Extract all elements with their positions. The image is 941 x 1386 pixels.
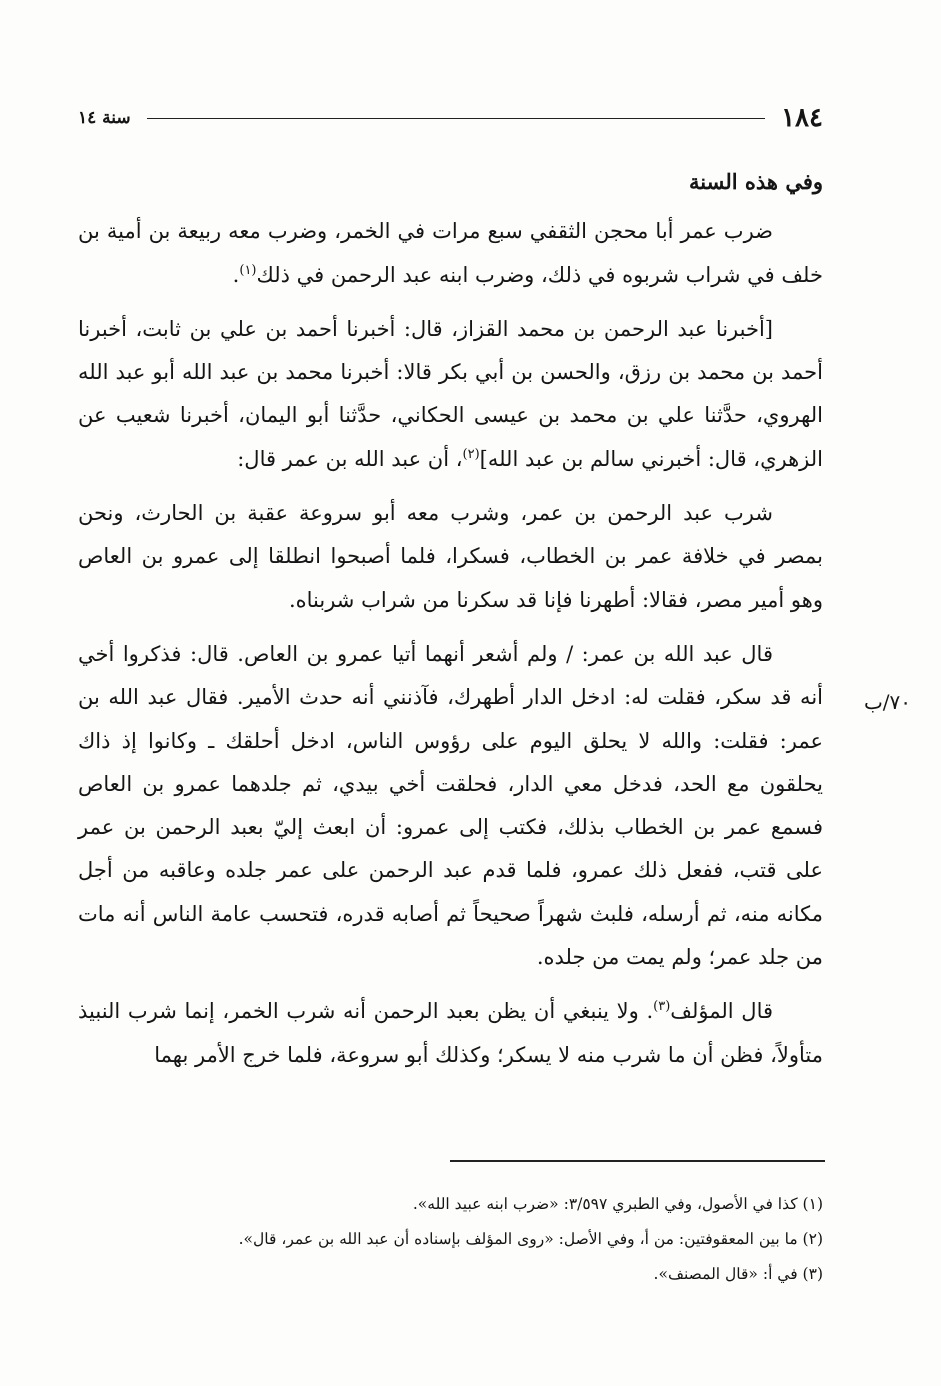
paragraph-tail: ، أن عبد الله بن عمر قال: [237, 446, 463, 471]
paragraph-3 [78, 492, 823, 622]
running-header [78, 100, 823, 136]
paragraph-tail: . ولا ينبغي أن يظن بعبد الرحمن أنه شرب الخمر، إنما شرب النبيذ متأولاً، فظن أن ما شرب منه لا يسكر؛ وكذلك أبو سروعة، فلما خرج الأمر بهما [78, 999, 823, 1067]
paragraph-text: قال عبد الله بن عمر: / ولم أشعر أنهما أتيا عمرو بن العاص. قال: فذكروا أخي أنه قد سكر، فقلت له: ادخل الدار أطهرك، فآذنني أنه حدث الأمير. فقال عبد الله بن عمر: فقلت: والله لا يحلق اليوم على رؤوس الناس، ادخل أحلقك ـ وكانوا إذ ذاك يحلقون مع الحد، فدخل معي الدار، فحلقت أخي بيدي، ثم جلدهما عمرو بن العاص فسمع عمر بن الخطاب بذلك، فكتب إلى عمرو: أن ابعث إليّ بعبد الرحمن بن عمر على قتب، ففعل ذلك عمرو، فلما قدم عبد الرحمن على عمر جلده وعاقبه من أجل مكانه منه، ثم أرسله، فلبث شهراً صحيحاً ثم أصابه قدره، فتحسب عامة الناس أنه مات من جلد عمر؛ ولم يمت من جلده. [78, 641, 823, 970]
margin-folio-reference: ٧٠/ب [863, 690, 911, 714]
footnote-marker: (٣) [653, 999, 671, 1015]
header-rule [147, 118, 765, 119]
paragraph-2 [78, 308, 823, 481]
footnote-marker: (٢) [462, 446, 480, 462]
paragraph-5 [78, 990, 823, 1077]
footnote-separator [450, 1160, 825, 1162]
footnotes [78, 1187, 823, 1292]
paragraph-text: [أخبرنا عبد الرحمن بن محمد القزاز، قال: أخبرنا أحمد بن علي بن ثابت، أخبرنا أحمد بن محمد بن رزق، والحسن بن أبي بكر قالا: أخبرنا محمد بن عبد الله أبو عبد الله الهروي، حدَّثنا علي بن محمد بن عيسى الحكاني، حدَّثنا أبو اليمان، أخبرنا شعيب عن الزهري، قال: أخبرني سالم بن عبد الله] [78, 316, 823, 471]
paragraph-1 [78, 210, 823, 297]
footnote-3: (٣) في أ: «قال المصنف». [653, 1265, 823, 1283]
footnote-1: (١) كذا في الأصول، وفي الطبري ٣/٥٩٧: «ضرب ابنه عبيد الله». [412, 1195, 823, 1213]
paragraph-text: قال المؤلف [670, 999, 774, 1024]
section-heading: وفي هذه السنة [689, 169, 823, 194]
paragraph-text: ضرب عمر أبا محجن الثقفي سبع مرات في الخمر، وضرب معه ربيعة بن أمية بن خلف في شراب شربوه في ذلك، وضرب ابنه عبد الرحمن في ذلك [78, 219, 823, 287]
paragraph-tail: . [232, 262, 240, 287]
paragraph-4 [78, 633, 823, 979]
footnote-2: (٢) ما بين المعقوفتين: من أ، وفي الأصل: «روى المؤلف بإسناده أن عبد الله بن عمر، قال». [238, 1230, 823, 1248]
main-text [78, 160, 823, 1077]
year-label: سنة ١٤ [78, 108, 131, 128]
page-number: ١٨٤ [781, 103, 823, 133]
paragraph-text: شرب عبد الرحمن بن عمر، وشرب معه أبو سروعة عقبة بن الحارث، ونحن بمصر في خلافة عمر بن الخطاب، فسكرا، فلما أصبحوا انطلقا إلى عمرو بن العاص وهو أمير مصر، فقالا: أطهرنا فإنا قد سكرنا من شراب شربناه. [78, 501, 823, 612]
footnote-marker: (١) [239, 262, 257, 278]
